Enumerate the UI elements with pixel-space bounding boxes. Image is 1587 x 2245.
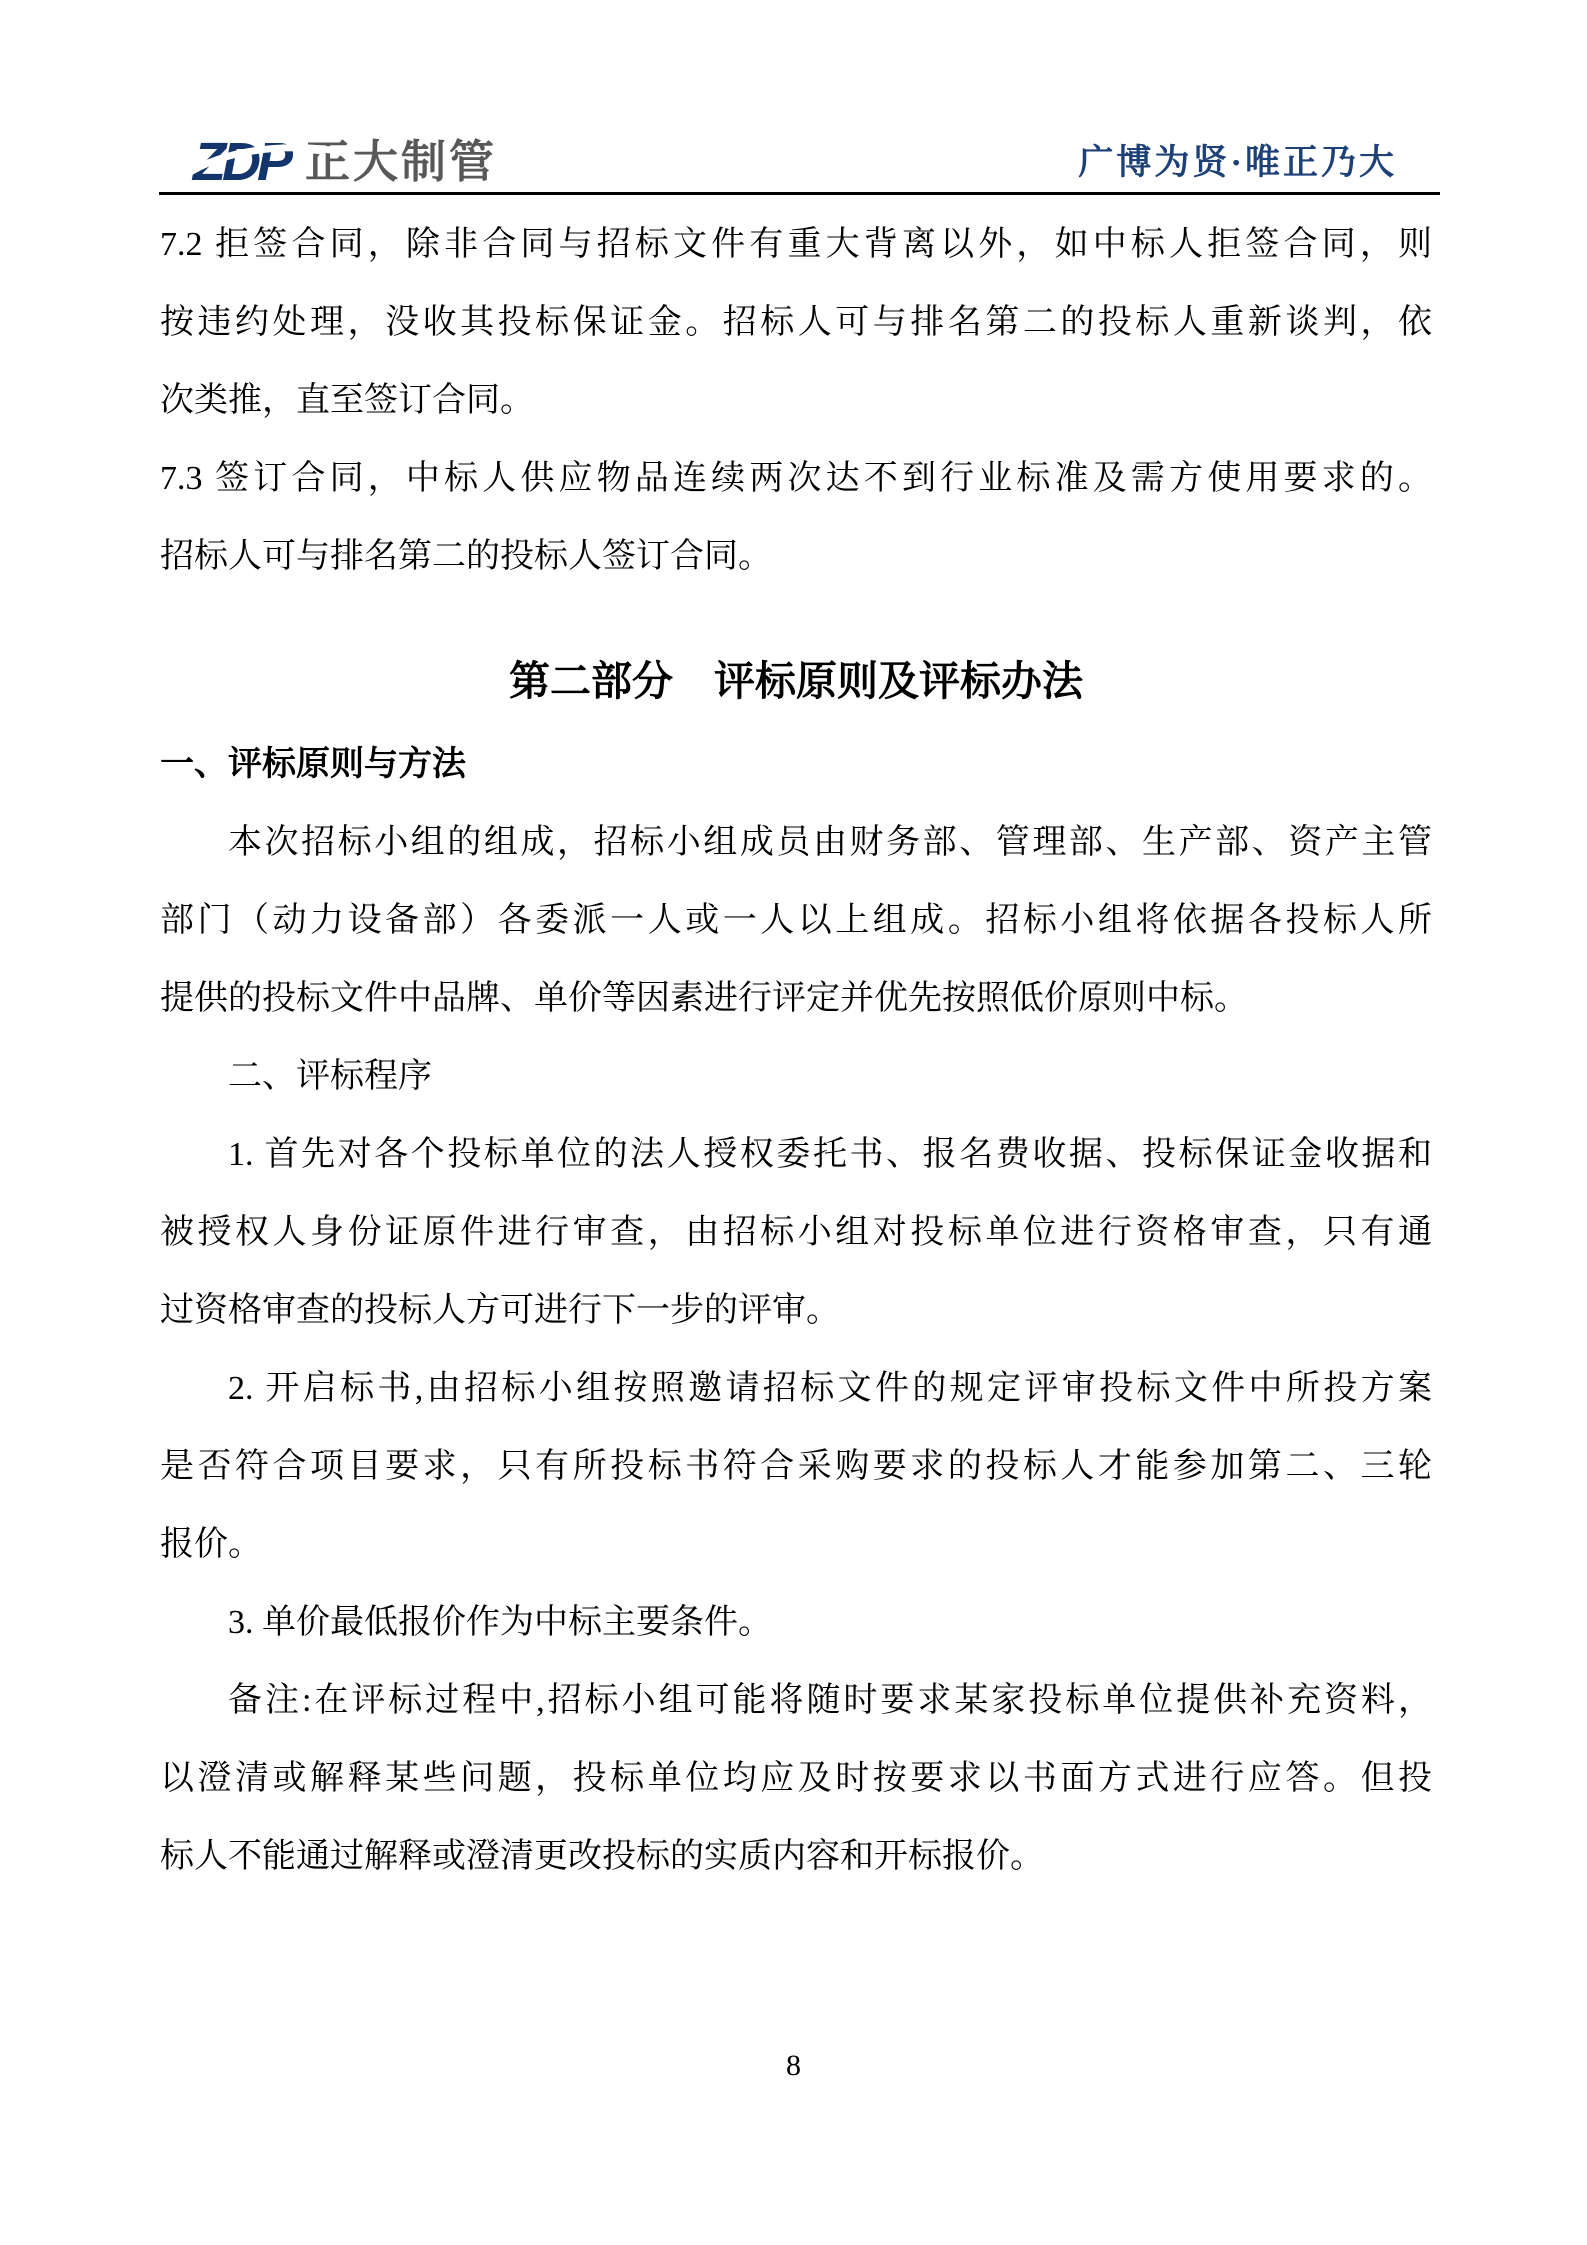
body-line: 标人不能通过解释或澄清更改投标的实质内容和开标报价。 (160, 1838, 1044, 1875)
section-heading: 一、评标原则与方法 (160, 746, 466, 783)
body-line: 1. 首先对各个投标单位的法人授权委托书、报名费收据、投标保证金收据和 (228, 1136, 1432, 1173)
body-line: 被授权人身份证原件进行审查，由招标小组对投标单位进行资格审查，只有通 (160, 1214, 1432, 1251)
body-line: 次类推，直至签订合同。 (160, 382, 534, 419)
company-logo (193, 132, 498, 192)
body-line: 二、评标程序 (228, 1058, 432, 1095)
body-line: 部门（动力设备部）各委派一人或一人以上组成。招标小组将依据各投标人所 (160, 902, 1432, 939)
body-line: 招标人可与排名第二的投标人签订合同。 (160, 538, 772, 575)
body-line: 本次招标小组的组成，招标小组成员由财务部、管理部、生产部、资产主管 (228, 824, 1432, 861)
header-divider (159, 192, 1440, 195)
body-line: 2. 开启标书,由招标小组按照邀请招标文件的规定评审投标文件中所投方案 (228, 1370, 1432, 1407)
document-body (160, 206, 1432, 1896)
zdp-logo-mark (193, 132, 289, 192)
header-slogan: 广博为贤·唯正乃大 (1078, 143, 1397, 182)
body-line: 7.2 拒签合同，除非合同与招标文件有重大背离以外，如中标人拒签合同，则 (160, 226, 1432, 263)
section-title: 第二部分 评标原则及评标办法 (509, 658, 1083, 704)
body-line: 提供的投标文件中品牌、单价等因素进行评定并优先按照低价原则中标。 (160, 980, 1248, 1017)
body-line: 过资格审查的投标人方可进行下一步的评审。 (160, 1292, 840, 1329)
body-line: 备注:在评标过程中,招标小组可能将随时要求某家投标单位提供补充资料， (228, 1682, 1432, 1719)
logo-company-name: 正大制管 (305, 136, 498, 187)
body-line: 是否符合项目要求，只有所投标书符合采购要求的投标人才能参加第二、三轮 (160, 1448, 1432, 1485)
page-number: 8 (786, 2049, 801, 2082)
body-line: 报价。 (160, 1526, 262, 1563)
body-line: 按违约处理，没收其投标保证金。招标人可与排名第二的投标人重新谈判，依 (160, 304, 1432, 341)
body-line: 3. 单价最低报价作为中标主要条件。 (228, 1604, 772, 1641)
zdp-logo-text: ZDP (193, 132, 289, 192)
body-line: 以澄清或解释某些问题，投标单位均应及时按要求以书面方式进行应答。但投 (160, 1760, 1432, 1797)
body-line: 7.3 签订合同，中标人供应物品连续两次达不到行业标准及需方使用要求的。 (160, 460, 1432, 497)
